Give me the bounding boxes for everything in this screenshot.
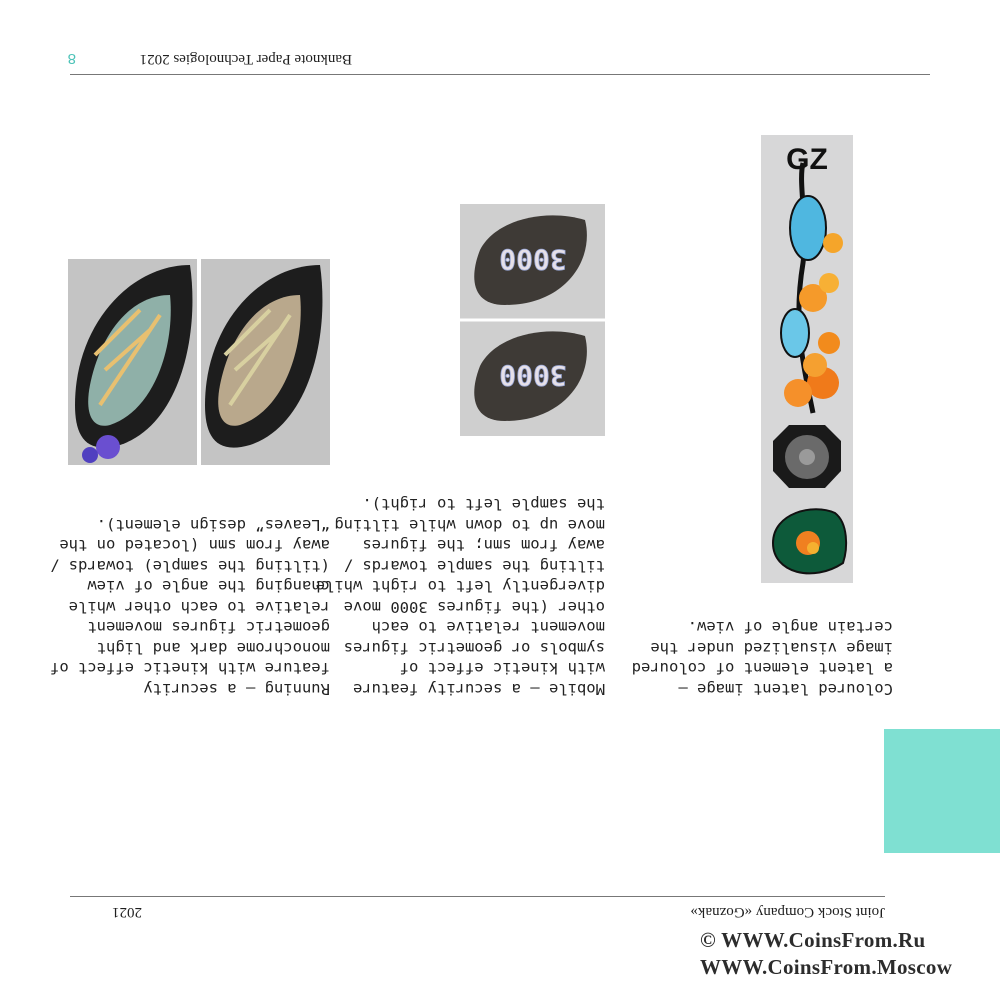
figures-3000-top: 3000 (499, 359, 567, 392)
accent-block (884, 729, 1000, 853)
running-feature-image (68, 259, 330, 465)
mobile-feature-graphic (460, 204, 605, 436)
figures-3000-bottom: 3000 (499, 243, 567, 276)
running-caption: Running – a security feature with kinetic effect of monochrome dark and light geometric figures movement relative to each other while changing the angle of view (tilting the sample) towards / away from smn (located on the “Leaves” design element). (50, 516, 330, 698)
watermark-line-1: © WWW.CoinsFrom.Ru (700, 928, 926, 952)
page-number: 8 (67, 50, 76, 67)
coloured-latent-caption: Coloured latent image – a latent element of coloured image visualized under the certain angle of view. (631, 618, 893, 698)
latent-strip-graphic (761, 135, 853, 583)
footer-title: Banknote Paper Technologies 2021 (139, 51, 352, 67)
running-feature-graphic (68, 259, 330, 465)
header-company: Joint Stock Company «Goznak» (690, 904, 885, 920)
header-rule (70, 896, 885, 897)
watermark-line-2: WWW.CoinsFrom.Moscow (700, 955, 953, 979)
header-year: 2021 (112, 904, 142, 920)
mobile-feature-image (460, 204, 605, 436)
coloured-latent-image-strip (761, 135, 853, 583)
footer-rule (70, 74, 930, 75)
gz-logo: GZ (786, 143, 828, 176)
mobile-caption: Mobile – a security feature with kinetic effect of symbols or geometric figures movement relative to each other (the figures 3000 move divergently left to right while tilting the sample towards / away from smn; the figures move up to down while tilting the sample left to right). (315, 495, 605, 698)
